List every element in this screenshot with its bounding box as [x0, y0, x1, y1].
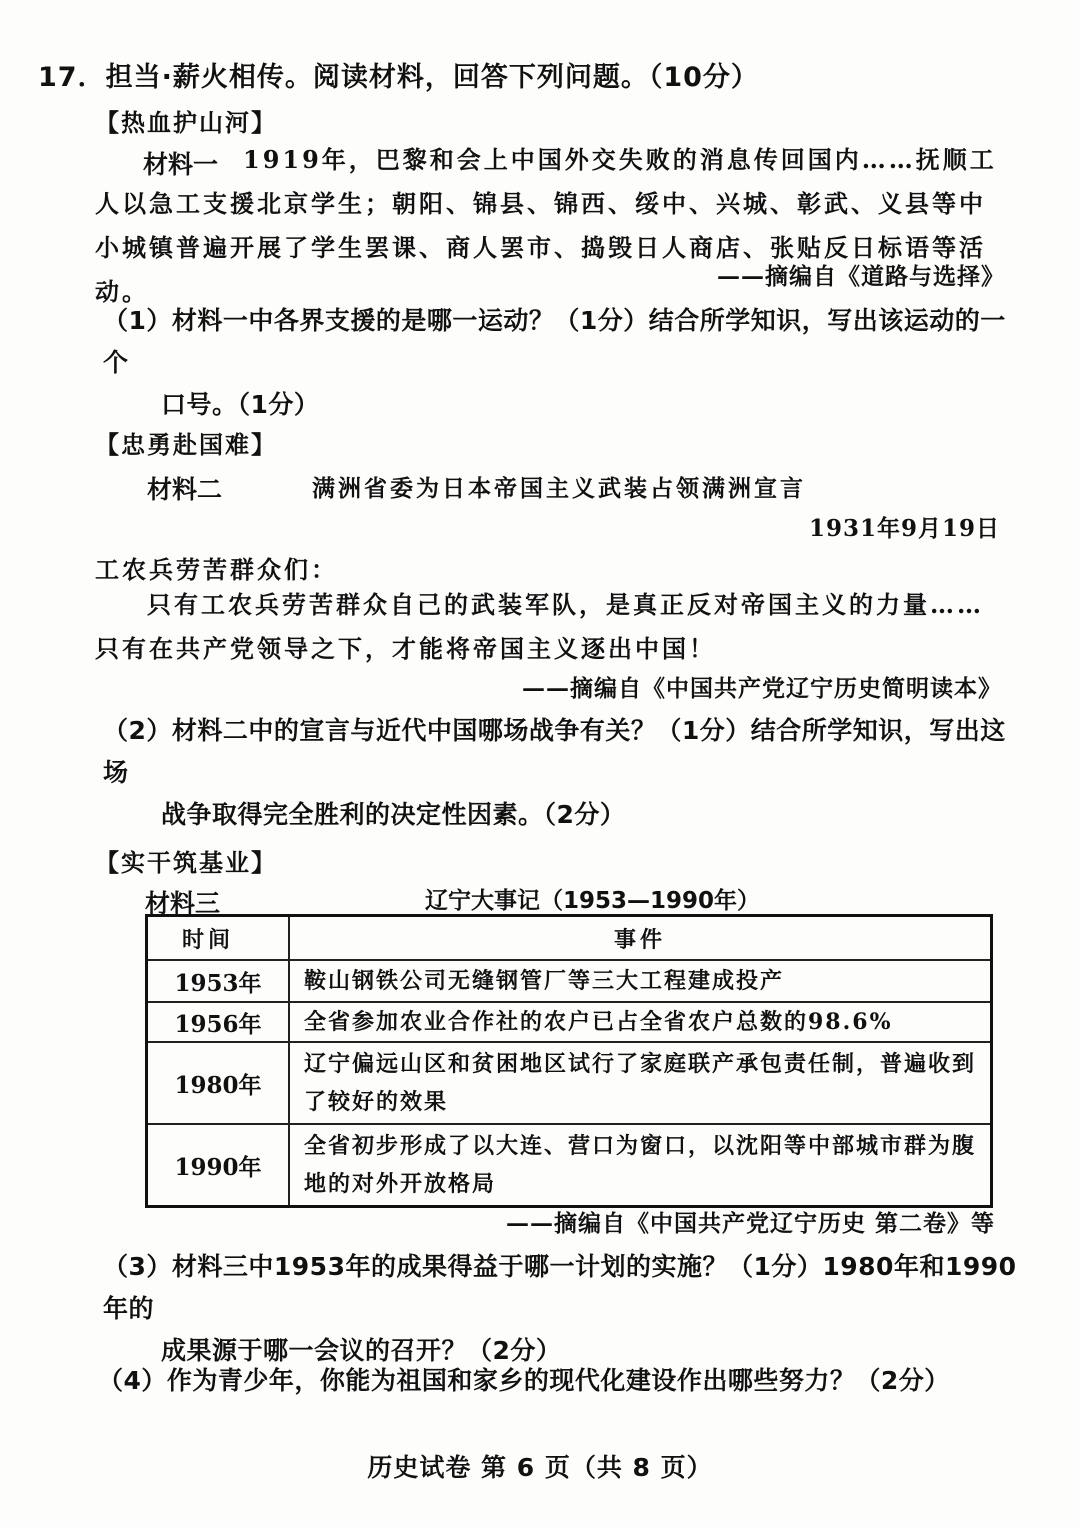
- material2-salutation: 工农兵劳苦群众们：: [95, 555, 338, 584]
- table-row: [147, 1124, 992, 1207]
- question-3: [103, 1246, 1023, 1372]
- table-cell-event: 鞍山钢铁公司无缝钢管厂等三大工程建成投产: [289, 960, 992, 1002]
- question-2-text: （2）材料二中的宣言与近代中国哪场战争有关？（1分）结合所学知识，写出这场: [103, 716, 1006, 787]
- question-1-continuation: 口号。（1分）: [161, 390, 320, 419]
- table-cell-event: 辽宁偏远山区和贫困地区试行了家庭联产承包责任制，普遍收到了较好的效果: [289, 1042, 992, 1124]
- table-cell-year: 1956年: [147, 1002, 290, 1042]
- material3-table-title: 辽宁大事记（1953—1990年）: [425, 888, 761, 914]
- question-4-text: （4）作为青少年，你能为祖国和家乡的现代化建设作出哪些努力？（2分）: [98, 1366, 950, 1395]
- question-1: [103, 300, 1023, 426]
- material3-label: 材料三: [145, 889, 221, 918]
- question-2-continuation: 战争取得完全胜利的决定性因素。（2分）: [161, 800, 626, 829]
- question-3-text: （3）材料三中1953年的成果得益于哪一计划的实施？（1分）1980年和1990年的: [103, 1252, 1017, 1323]
- table-cell-event: 全省参加农业合作社的农户已占全省农户总数的98.6%: [289, 1002, 992, 1042]
- table-cell-year: 1953年: [147, 960, 290, 1002]
- question-title: 17．担当·薪火相传。阅读材料，回答下列问题。（10分）: [38, 62, 759, 93]
- table-cell-event: 全省初步形成了以大连、营口为窗口，以沈阳等中部城市群为腹地的对外开放格局: [289, 1124, 992, 1207]
- table-row: [147, 1042, 992, 1124]
- question-1-text: （1）材料一中各界支援的是哪一运动？（1分）结合所学知识，写出该运动的一个: [103, 306, 1006, 377]
- question-2: [103, 710, 1023, 836]
- section-heading-2: 【忠勇赴国难】: [95, 431, 277, 459]
- table-header-time: 时间: [147, 916, 290, 961]
- table-cell-year: 1990年: [147, 1124, 290, 1207]
- material1-text: 1919年，巴黎和会上中国外交失败的消息传回国内……抚顺工人以急工支援北京学生；朝阳、锦县、锦西、绥中、兴城、彰武、义县等中小城镇普遍开展了学生罢课、商人罢市、捣毁日人商店、张贴反日标语等活动。: [95, 145, 997, 306]
- section-heading-3: 【实干筑基业】: [95, 849, 277, 877]
- table-header-row: [147, 916, 992, 961]
- events-table: [145, 914, 993, 1208]
- material3-source: ——摘编自《中国共产党辽宁历史 第二卷》等: [505, 1210, 995, 1237]
- material2-date: 1931年9月19日: [808, 515, 1000, 542]
- material2-heading: 满洲省委为日本帝国主义武装占领满洲宣言: [312, 476, 806, 502]
- table-row: [147, 1002, 992, 1042]
- page-footer: 历史试卷 第 6 页（共 8 页）: [367, 1453, 713, 1482]
- material1-label: 材料一: [143, 150, 219, 179]
- table-header-event: 事件: [289, 916, 992, 961]
- question-4: [98, 1360, 1028, 1402]
- material2-text: 只有工农兵劳苦群众自己的武装军队，是真正反对帝国主义的力量……只有在共产党领导之下，才能将帝国主义逐出中国！: [95, 590, 984, 663]
- table-row: [147, 960, 992, 1002]
- material2-label: 材料二: [147, 475, 223, 504]
- material1-source: ——摘编自《道路与选择》: [717, 263, 1005, 290]
- material2-source: ——摘编自《中国共产党辽宁历史简明读本》: [522, 675, 1002, 702]
- question-3-continuation: 成果源于哪一会议的召开？（2分）: [161, 1336, 562, 1365]
- section-heading-1: 【热血护山河】: [95, 109, 277, 137]
- table-cell-year: 1980年: [147, 1042, 290, 1124]
